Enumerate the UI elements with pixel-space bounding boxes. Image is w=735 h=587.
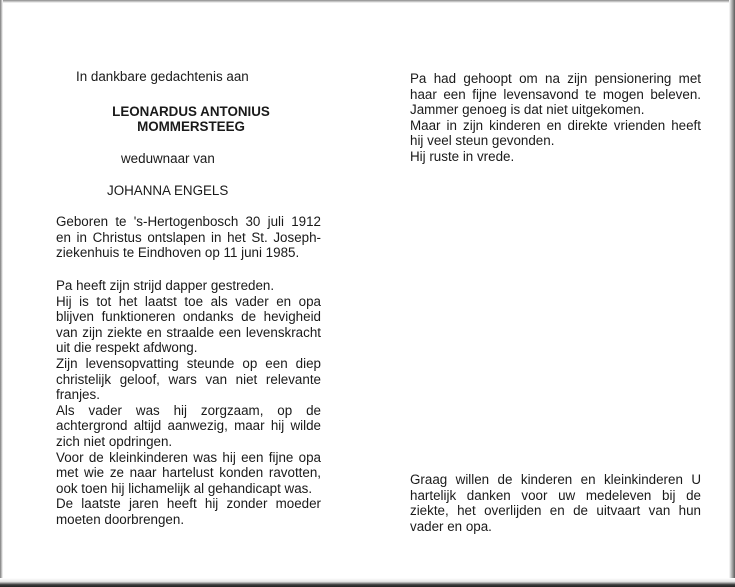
paragraph: Geboren te 's-Hertogenbosch 30 juli 1912 en in Christus ontslapen in het St. Joseph-ziekenhuis te Eindhoven op 11 juni 1985.: [56, 214, 321, 261]
deceased-name-line2: MOMMERSTEEG: [137, 119, 245, 134]
paragraph: Maar in zijn kinderen en direkte vrienden heeft hij veel steun gevonden.: [410, 117, 701, 149]
paragraph: Graag willen de kinderen en kleinkinderen U hartelijk danken voor uw medeleven bij de ziekte, het overlijden en de uitvaart van hun vader en opa.: [410, 472, 701, 534]
paragraph: Pa heeft zijn strijd dapper gestreden.: [56, 278, 275, 293]
birth-death-paragraph: [56, 214, 321, 261]
widower-line: weduwnaar van: [121, 151, 215, 166]
paragraph: De laatste jaren heeft hij zonder moeder moeten doorbrengen.: [56, 496, 321, 527]
intro-line: In dankbare gedachtenis aan: [76, 69, 249, 84]
scan-edge-left: [0, 0, 3, 587]
deceased-name-line1: LEONARDUS ANTONIUS: [112, 104, 270, 119]
scan-edge-top: [0, 0, 735, 3]
spouse-name: JOHANNA ENGELS: [107, 183, 229, 198]
paragraph: Pa had gehoopt om na zijn pensionering met haar een fijne levensavond te mogen beleven. Jammer genoeg is dat niet uitgekomen.: [410, 71, 701, 118]
scan-edge-right: [729, 0, 735, 587]
life-text: [56, 278, 321, 528]
paragraph: Als vader was hij zorgzaam, op de achtergrond altijd aanwezig, maar hij wilde zich niet opdringen.: [56, 402, 321, 449]
paragraph: Hij is tot het laatst toe als vader en opa blijven funktioneren ondanks de hevigheid van zijn ziekte en straalde een levenskracht uit die respekt afdwong.: [56, 293, 321, 356]
thanks-paragraph: [410, 472, 701, 534]
closing-thoughts: [410, 71, 701, 165]
paragraph: Voor de kleinkinderen was hij een fijne opa met wie ze naar hartelust konden ravotten, ook toen hij lichamelijk al gehandicapt was.: [56, 449, 321, 496]
paragraph: Zijn levensopvatting steunde op een diep christelijk geloof, wars van niet relevante franjes.: [56, 355, 321, 403]
scan-edge-bottom: [0, 578, 735, 587]
paragraph: Hij ruste in vrede.: [410, 148, 515, 164]
